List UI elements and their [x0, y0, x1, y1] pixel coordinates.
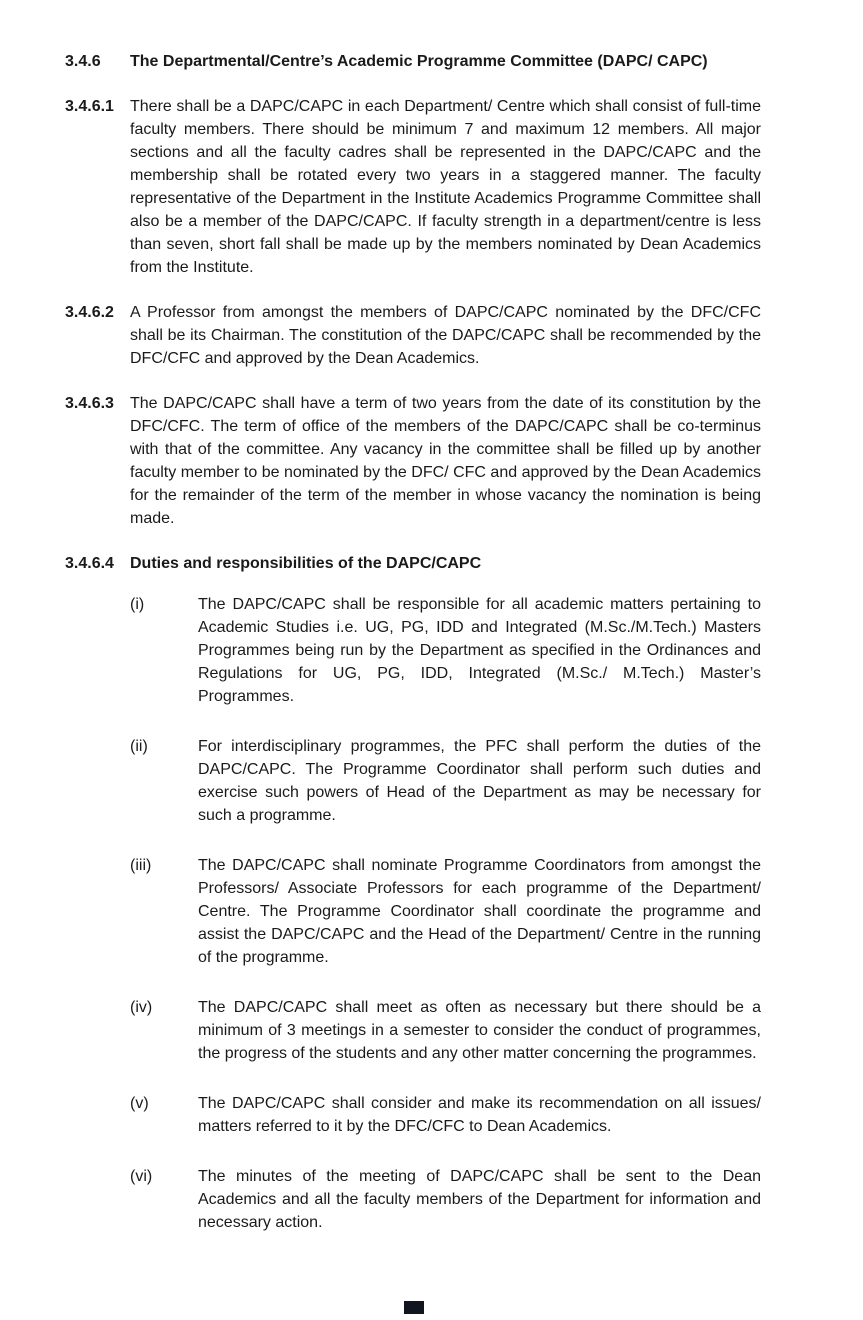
- list-item-marker: (vi): [130, 1168, 153, 1185]
- paragraph-number: 3.4.6.1: [65, 98, 114, 115]
- list-item-vi: [65, 1165, 761, 1234]
- subsection-heading: [65, 552, 761, 575]
- subsection-heading-text: Duties and responsibilities of the DAPC/CAPC: [130, 555, 482, 572]
- subsection-heading-number: 3.4.6.4: [65, 555, 114, 572]
- paragraph-text: A Professor from amongst the members of DAPC/CAPC nominated by the DFC/CFC shall be its Chairman. The constitution of the DAPC/CAPC shall be recommended by the DFC/CFC and approved by the Dean Academics.: [130, 304, 761, 367]
- list-item-marker: (i): [130, 596, 145, 613]
- list-item-text: The DAPC/CAPC shall nominate Programme Coordinators from amongst the Professors/ Associate Professors for each programme of the Department/ Centre. The Programme Coordinator shall coordinate the programme and assist the DAPC/CAPC and the Head of the Department/ Centre in the running of the programme.: [198, 857, 761, 966]
- list-item-marker: (iv): [130, 999, 153, 1016]
- paragraph-3-4-6-3: [65, 392, 761, 530]
- list-item-iii: [65, 854, 761, 969]
- list-item-i: [65, 593, 761, 708]
- list-item-text: The minutes of the meeting of DAPC/CAPC shall be sent to the Dean Academics and all the faculty members of the Department for information and necessary action.: [198, 1168, 761, 1231]
- list-item-iv: [65, 996, 761, 1065]
- paragraph-3-4-6-2: [65, 301, 761, 370]
- list-item-marker: (iii): [130, 857, 152, 874]
- page-bottom-mark: [404, 1301, 424, 1314]
- list-item-marker: (ii): [130, 738, 148, 755]
- duties-list: [65, 593, 761, 1234]
- paragraph-text: The DAPC/CAPC shall have a term of two years from the date of its constitution by the DFC/CFC. The term of office of the members of the DAPC/CAPC shall be co-terminus with that of the committee. Any vacancy in the committee shall be filled up by another faculty member to be nominated by the DFC/ CFC and approved by the Dean Academics for the remainder of the term of the member in whose vacancy the nomination is being made.: [130, 395, 761, 527]
- section-heading: [65, 50, 761, 73]
- paragraph-text: There shall be a DAPC/CAPC in each Department/ Centre which shall consist of full-time faculty members. There should be minimum 7 and maximum 12 members. All major sections and all the faculty cadres shall be represented in the DAPC/CAPC and the membership shall be rotated every two years in a staggered manner. The faculty representative of the Department in the Institute Academics Programme Committee shall also be a member of the DAPC/CAPC. If faculty strength in a department/centre is less than seven, short fall shall be made up by the members nominated by Dean Academics from the Institute.: [130, 98, 761, 276]
- paragraph-number: 3.4.6.2: [65, 304, 114, 321]
- list-item-text: The DAPC/CAPC shall consider and make its recommendation on all issues/ matters referred to it by the DFC/CFC to Dean Academics.: [198, 1095, 761, 1135]
- list-item-text: The DAPC/CAPC shall be responsible for all academic matters pertaining to Academic Studies i.e. UG, PG, IDD and Integrated (M.Sc./M.Tech.) Masters Programmes being run by the Department as specified in the Ordinances and Regulations for UG, PG, IDD, Integrated (M.Sc./ M.Tech.) Master’s Programmes.: [198, 596, 761, 705]
- list-item-text: The DAPC/CAPC shall meet as often as necessary but there should be a minimum of 3 meetings in a semester to consider the conduct of programmes, the progress of the students and any other matter concerning the programmes.: [198, 999, 761, 1062]
- section-heading-number: 3.4.6: [65, 53, 101, 70]
- list-item-ii: [65, 735, 761, 827]
- list-item-v: [65, 1092, 761, 1138]
- section-heading-text: The Departmental/Centre’s Academic Programme Committee (DAPC/ CAPC): [130, 53, 708, 70]
- list-item-text: For interdisciplinary programmes, the PFC shall perform the duties of the DAPC/CAPC. The Programme Coordinator shall perform such duties and exercise such powers of Head of the Department as may be necessary for such a programme.: [198, 738, 761, 824]
- paragraph-3-4-6-1: [65, 95, 761, 279]
- paragraph-number: 3.4.6.3: [65, 395, 114, 412]
- list-item-marker: (v): [130, 1095, 149, 1112]
